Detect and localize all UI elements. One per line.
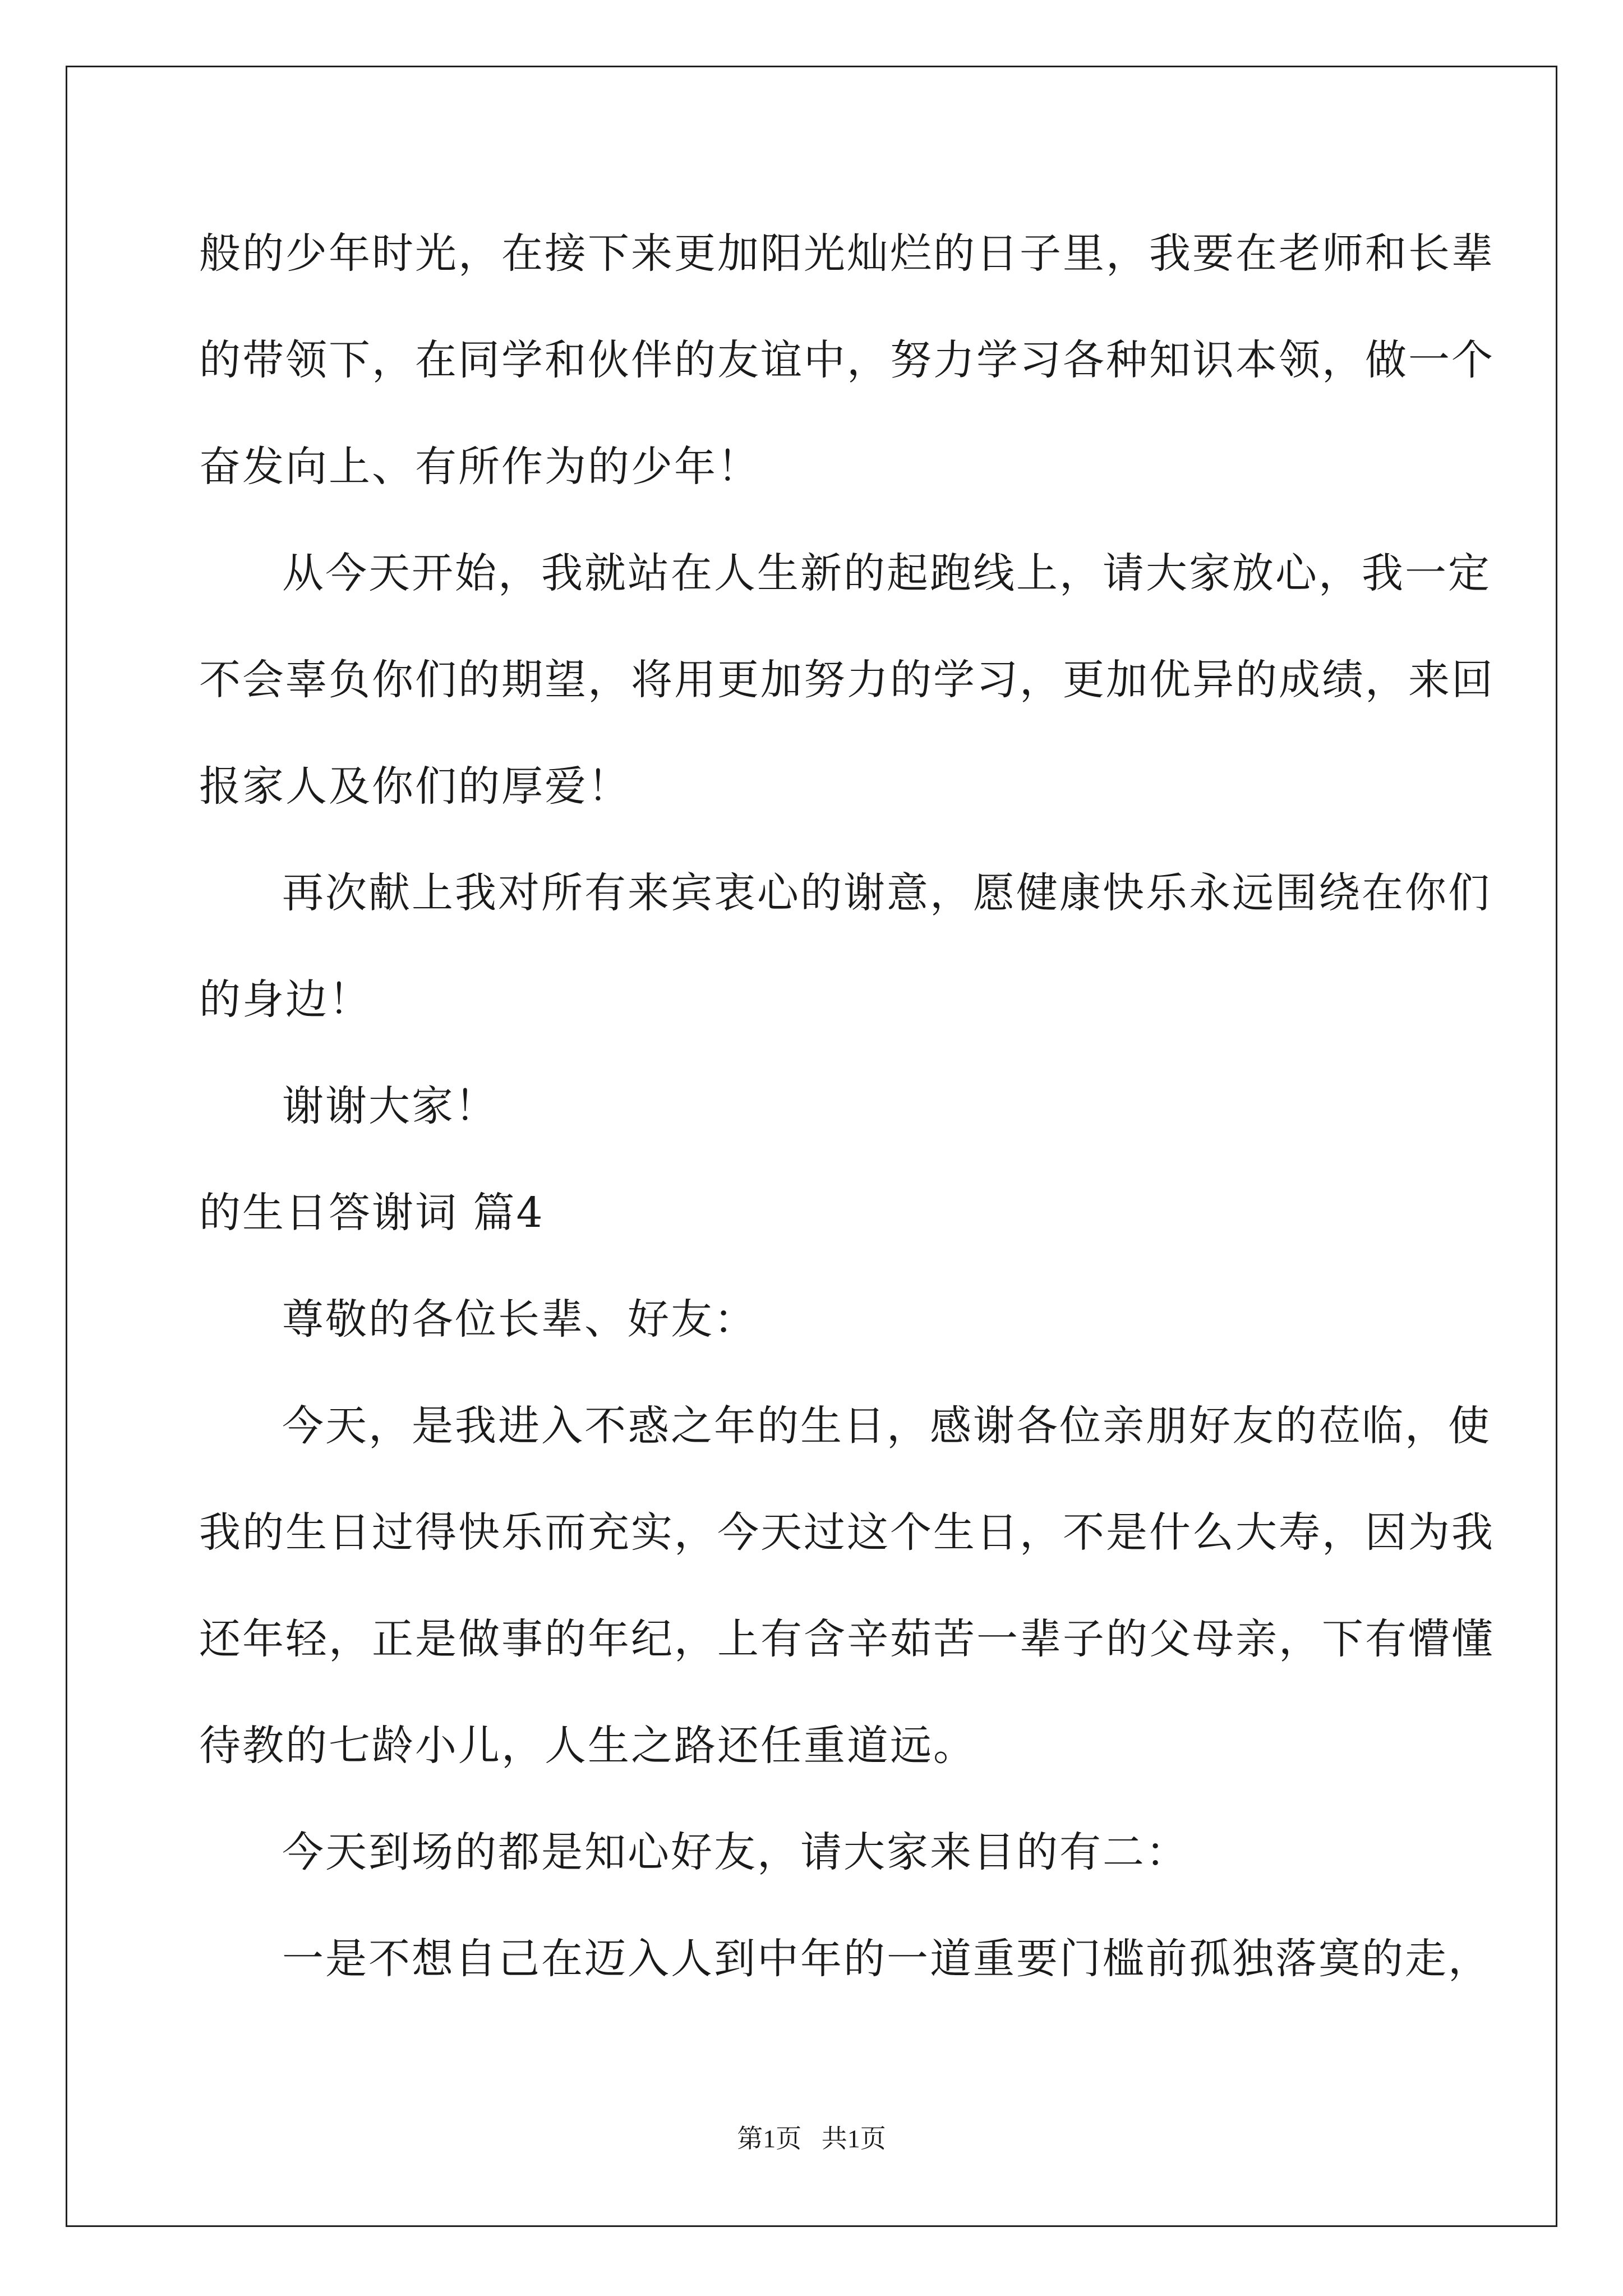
text-line: 报家人及你们的厚爱！: [199, 762, 631, 811]
text-line: 我的生日过得快乐而充实，今天过这个生日，不是什么大寿，因为我: [199, 1508, 1495, 1557]
text-line: 今天到场的都是知心好友，请大家来目的有二：: [282, 1828, 1189, 1876]
text-line: 谢谢大家！: [282, 1082, 498, 1130]
text-line: 的身边！: [199, 976, 372, 1024]
text-line: 还年轻，正是做事的年纪，上有含辛茹苦一辈子的父母亲，下有懵懂: [199, 1615, 1495, 1663]
text-line: 今天，是我进入不惑之年的生日，感谢各位亲朋好友的莅临，使: [282, 1402, 1491, 1450]
page-total: 共1页: [821, 2124, 886, 2153]
text-line: 再次献上我对所有来宾衷心的谢意，愿健康快乐永远围绕在你们: [282, 869, 1491, 917]
salutation: 尊敬的各位长辈、好友：: [282, 1295, 757, 1343]
text-line: 不会辜负你们的期望，将用更加努力的学习，更加优异的成绩，来回: [199, 656, 1495, 704]
page-number: 第1页: [737, 2124, 802, 2153]
text-line: 般的少年时光，在接下来更加阳光灿烂的日子里，我要在老师和长辈: [199, 229, 1495, 278]
document-body: [199, 211, 1495, 2023]
text-line: 的带领下，在同学和伙伴的友谊中，努力学习各种知识本领，做一个: [199, 336, 1495, 384]
text-line: 从今天开始，我就站在人生新的起跑线上，请大家放心，我一定: [282, 549, 1491, 597]
text-line: 奋发向上、有所作为的少年！: [199, 443, 760, 491]
text-line: 一是不想自己在迈入人到中年的一道重要门槛前孤独落寞的走，: [282, 1935, 1491, 1983]
section-heading: 的生日答谢词 篇4: [199, 1189, 545, 1237]
text-line: 待教的七龄小儿，人生之路还任重道远。: [199, 1722, 976, 1770]
page-footer: [0, 2122, 1623, 2156]
